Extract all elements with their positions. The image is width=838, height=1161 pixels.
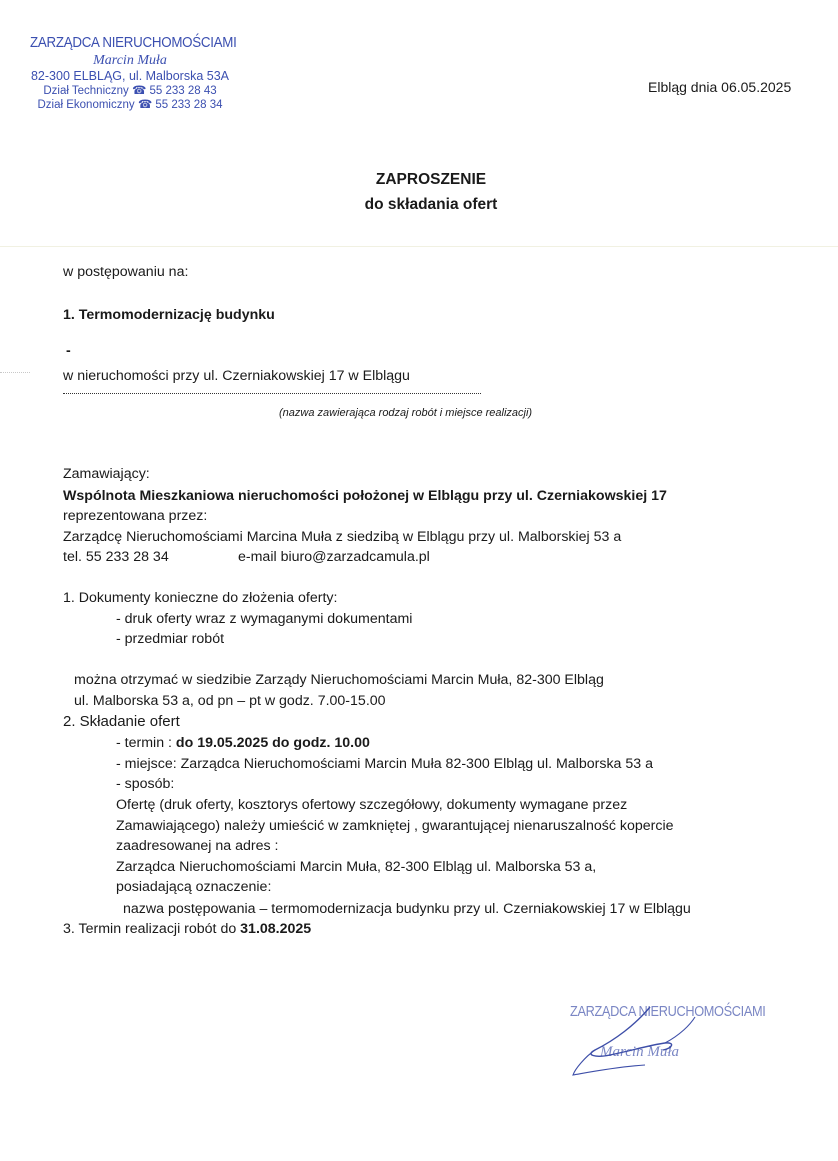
signature-stamp-company: ZARZĄDCA NIERUCHOMOŚCIAMI bbox=[570, 1003, 766, 1020]
orderer-label: Zamawiający: bbox=[63, 466, 150, 482]
method-line: posiadającą oznaczenie: bbox=[116, 879, 272, 895]
item-dash: - bbox=[66, 343, 71, 359]
availability-text: ul. Malborska 53 a, od pn – pt w godz. 7.00-15.00 bbox=[74, 693, 386, 709]
stamp-address: 82-300 ELBLĄG, ul. Malborska 53A bbox=[30, 69, 230, 83]
item-title: 1. Termomodernizację budynku bbox=[63, 307, 275, 323]
orderer-name: Wspólnota Mieszkaniowa nieruchomości położonej w Elblągu przy ul. Czerniakowskiej 17 bbox=[63, 488, 667, 504]
intro-text: w postępowaniu na: bbox=[63, 264, 189, 280]
represented-label: reprezentowana przez: bbox=[63, 508, 208, 524]
section1-item: - przedmiar robót bbox=[116, 631, 225, 647]
method-line: nazwa postępowania – termomodernizacja budynku przy ul. Czerniakowskiej 17 w Elblągu bbox=[123, 901, 691, 917]
term-label: - termin : bbox=[116, 735, 176, 751]
location-caption: (nazwa zawierająca rodzaj robót i miejsce realizacji) bbox=[279, 407, 533, 419]
section1-heading: 1. Dokumenty konieczne do złożenia oferty: bbox=[63, 590, 338, 606]
location-text: w nieruchomości przy ul. Czerniakowskiej 17 w Elblągu bbox=[63, 368, 410, 384]
term-value: do 19.05.2025 do godz. 10.00 bbox=[175, 735, 370, 751]
method-line: zaadresowanej na adres : bbox=[116, 838, 279, 854]
method-line: Ofertę (druk oferty, kosztorys ofertowy szczegółowy, dokumenty wymagane przez bbox=[116, 797, 628, 813]
document-subtitle: do składania ofert bbox=[364, 196, 498, 213]
document-date: Elbląg dnia 06.05.2025 bbox=[648, 79, 792, 95]
email-text: e-mail biuro@zarzadcamula.pl bbox=[238, 549, 430, 565]
section2-heading: 2. Składanie ofert bbox=[63, 713, 180, 730]
divider bbox=[0, 246, 838, 247]
availability-text: można otrzymać w siedzibie Zarządy Nieruchomościami Marcin Muła, 82-300 Elbląg bbox=[74, 672, 604, 688]
section3-line bbox=[63, 921, 311, 937]
method-line: Zamawiającego) należy umieścić w zamkniętej , gwarantującej nienaruszalność kopercie bbox=[116, 818, 674, 834]
term-line bbox=[116, 735, 370, 751]
method-line: Zarządca Nieruchomościami Marcin Muła, 82-300 Elbląg ul. Malborska 53 a, bbox=[116, 859, 597, 875]
dotted-line bbox=[63, 392, 481, 394]
phone-text: tel. 55 233 28 34 bbox=[63, 549, 169, 565]
manager-text: Zarządcę Nieruchomościami Marcina Muła z siedzibą w Elblągu przy ul. Malborskiej 53 a bbox=[63, 529, 622, 545]
place-line: - miejsce: Zarządca Nieruchomościami Marcin Muła 82-300 Elbląg ul. Malborska 53 a bbox=[116, 756, 653, 772]
section3-label: 3. Termin realizacji robót do bbox=[63, 921, 241, 937]
handwritten-signature bbox=[555, 995, 745, 1085]
section3-value: 31.08.2025 bbox=[240, 921, 312, 937]
signature-stamp-name: Marcin Muła bbox=[600, 1044, 680, 1060]
method-label: - sposób: bbox=[116, 776, 175, 792]
section1-item: - druk oferty wraz z wymaganymi dokumentami bbox=[116, 611, 413, 627]
stamp-owner-name: Marcin Muła bbox=[93, 53, 167, 68]
stamp-tech-phone: Dział Techniczny ☎ 55 233 28 43 bbox=[43, 85, 217, 97]
stamp-econ-phone: Dział Ekonomiczny ☎ 55 233 28 34 bbox=[37, 99, 223, 111]
document-title: ZAPROSZENIE bbox=[375, 171, 487, 188]
stamp-company-name: ZARZĄDCA NIERUCHOMOŚCIAMI bbox=[30, 35, 237, 51]
margin-mark bbox=[0, 372, 30, 373]
